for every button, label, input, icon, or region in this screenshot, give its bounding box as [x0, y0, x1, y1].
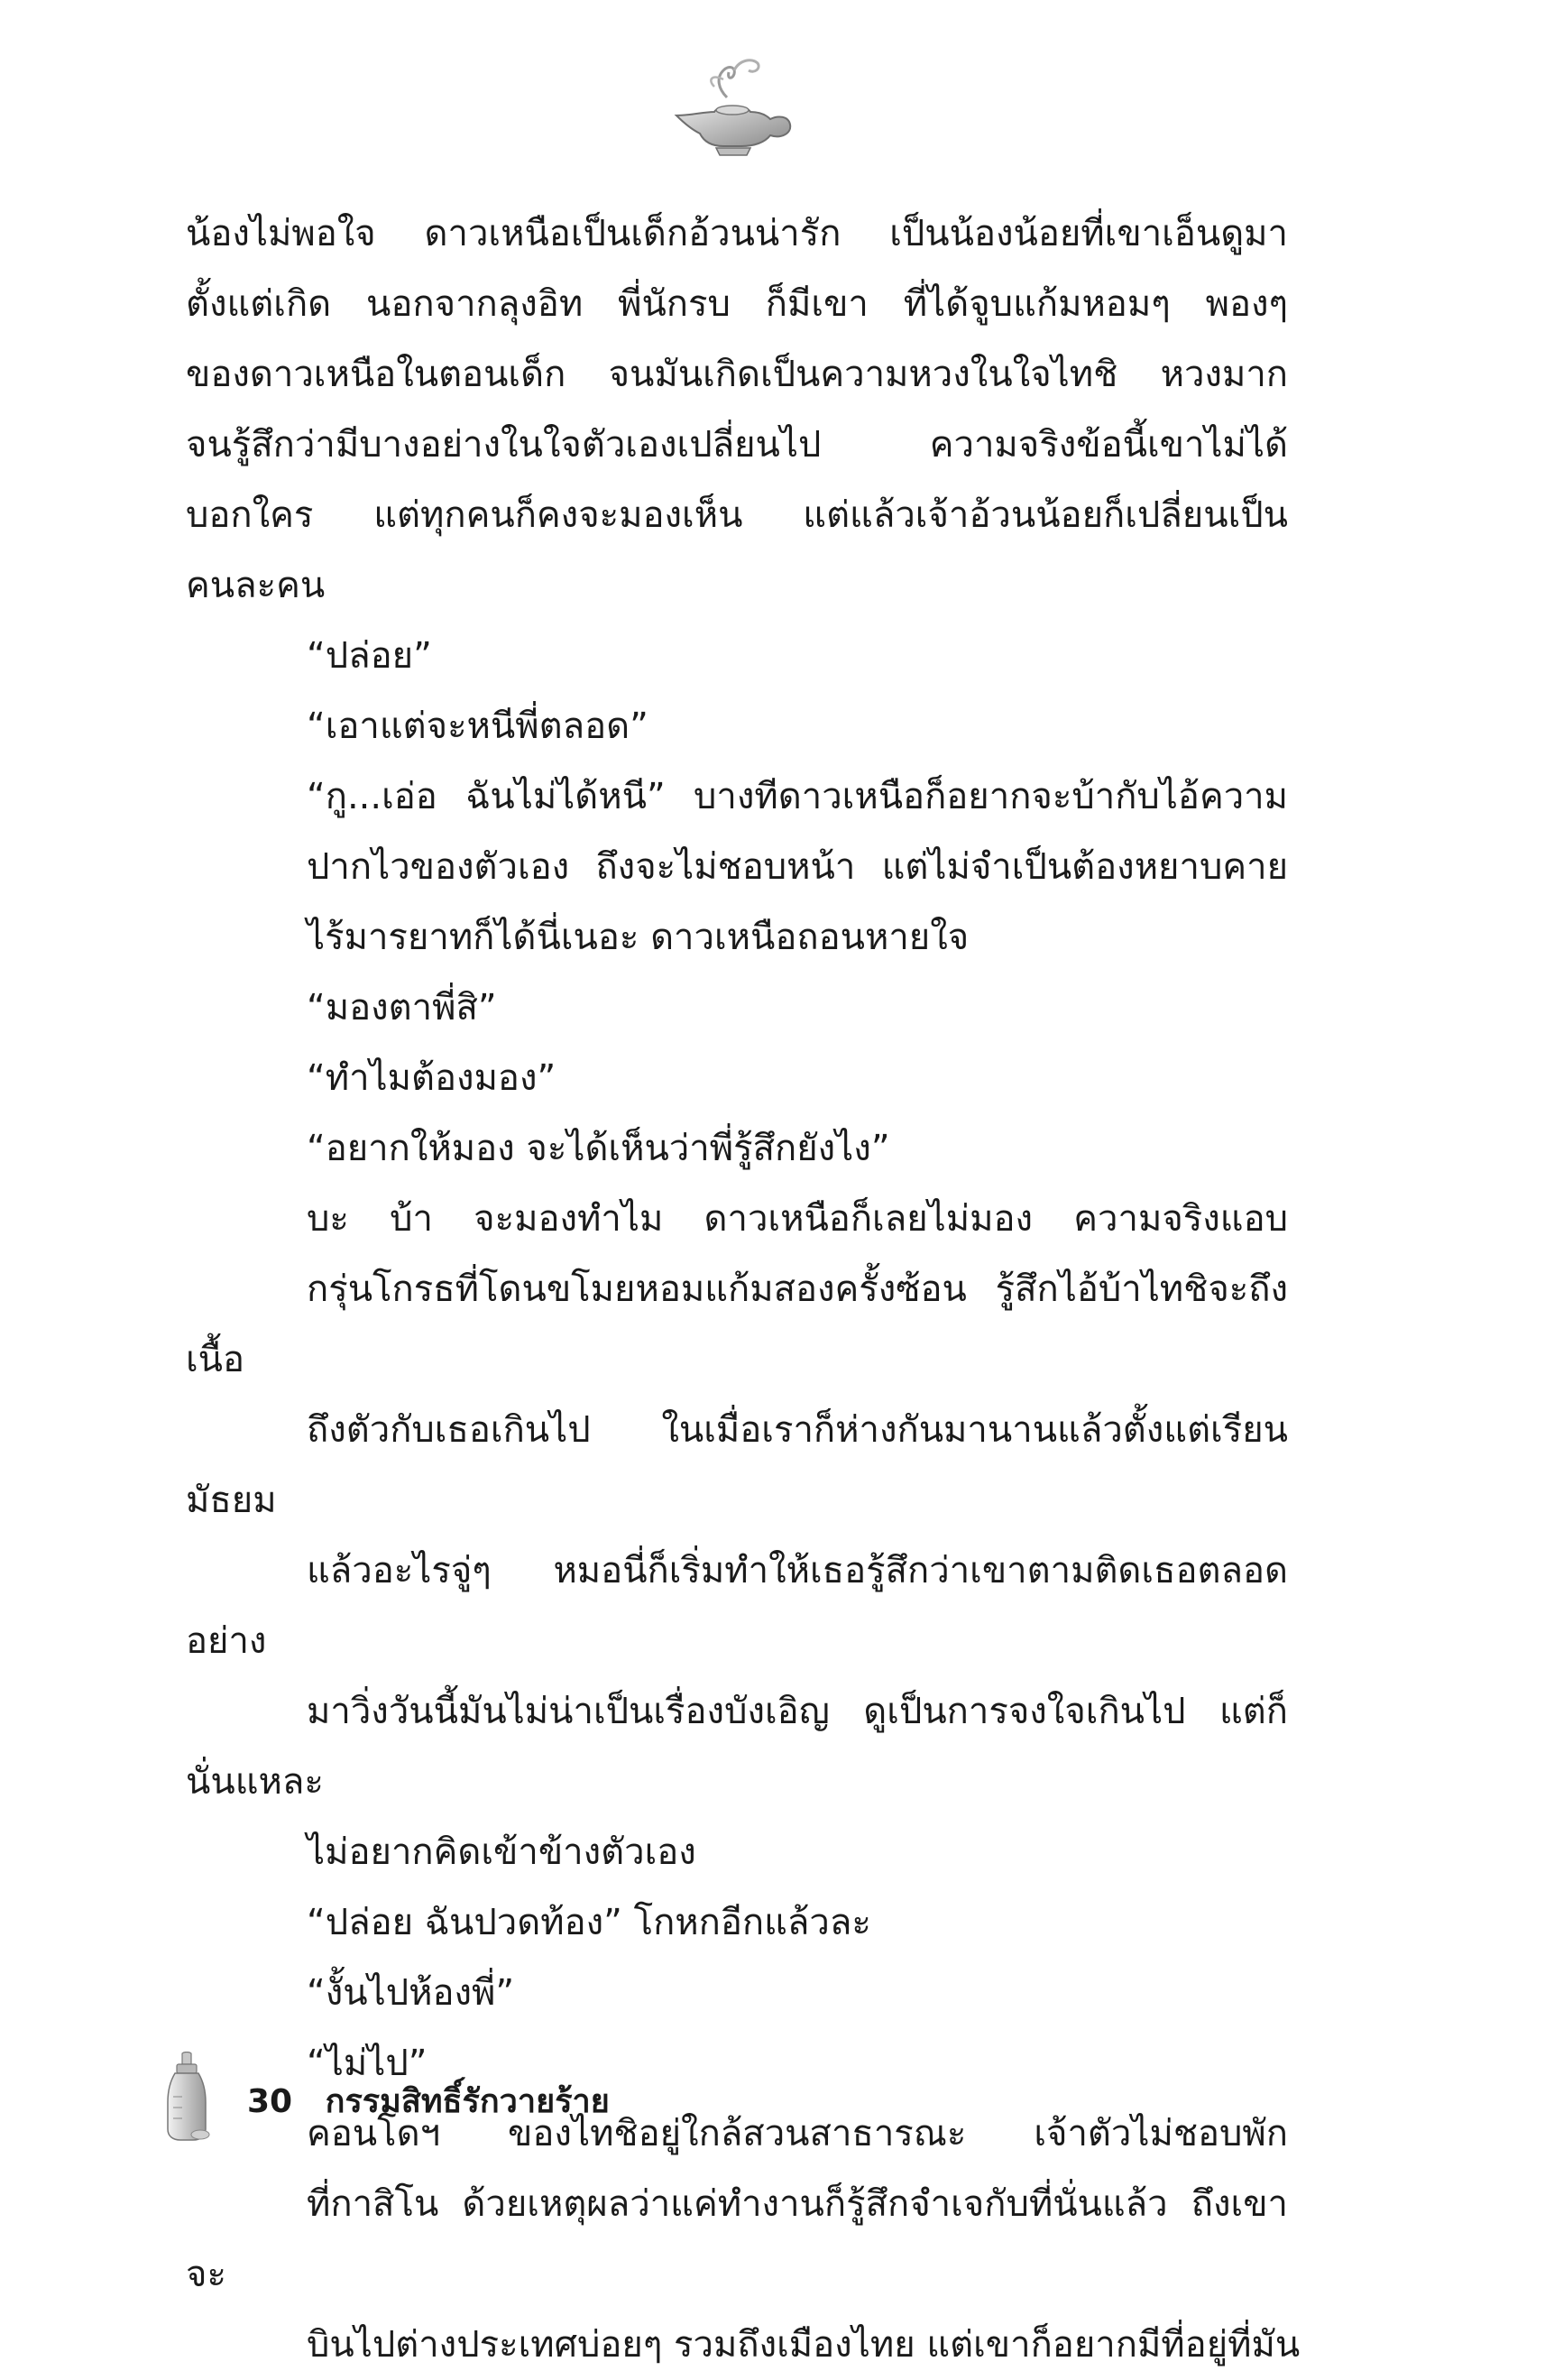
paragraph — [186, 761, 1288, 973]
paragraph — [186, 691, 1288, 761]
paragraph — [186, 1043, 1288, 1113]
text-line: จนรู้สึกว่ามีบางอย่างในใจตัวเองเปลี่ยนไป ความจริงข้อนี้เขาไม่ได้ — [186, 424, 1288, 466]
text-line: “กู...เอ่อ ฉันไม่ได้หนี” บางทีดาวเหนือก็อยากจะบ้ากับไอ้ความ — [307, 776, 1288, 817]
text-line: ที่กาสิโน ด้วยเหตุผลว่าแค่ทำงานก็รู้สึกจำเจกับที่นั่นแล้ว ถึงเขาจะ — [186, 2183, 1288, 2295]
text-line: “ปล่อย ฉันปวดท้อง” โกหกอีกแล้วละ — [307, 1902, 871, 1943]
text-line: มาวิ่งวันนี้มันไม่น่าเป็นเรื่องบังเอิญ ดูเป็นการจงใจเกินไป แต่ก็นั่นแหละ — [186, 1691, 1288, 1803]
text-line: คนละคน — [186, 565, 326, 606]
book-title: กรรมสิทธิ์รักวายร้าย — [325, 2083, 610, 2120]
text-line: ตั้งแต่เกิด นอกจากลุงอิท พี่นักรบ ก็มีเขา ที่ได้จูบแก้มหอมๆ พองๆ — [186, 283, 1288, 325]
genie-lamp-ornament-icon — [664, 52, 797, 159]
text-line: ไร้มารยาทก็ได้นี่เนอะ ดาวเหนือถอนหายใจ — [307, 917, 970, 958]
text-line: กรุ่นโกรธที่โดนขโมยหอมแก้มสองครั้งซ้อน รู้สึกไอ้บ้าไทชิจะถึงเนื้อ — [186, 1268, 1288, 1380]
paragraph — [186, 973, 1288, 1043]
text-line: “ทำไมต้องมอง” — [307, 1057, 556, 1099]
page-footer — [161, 2052, 792, 2142]
text-line: คอนโดฯ ของไทชิอยู่ใกล้สวนสาธารณะ เจ้าตัวไม่ชอบพัก — [307, 2113, 1288, 2154]
text-line: บินไปต่างประเทศบ่อยๆ รวมถึงเมืองไทย แต่เขาก็อยากมีที่อยู่ที่มัน — [307, 2324, 1301, 2366]
text-line: “อยากให้มอง จะได้เห็นว่าพี่รู้สึกยังไง” — [307, 1128, 890, 1169]
text-line: บะ บ้า จะมองทำไม ดาวเหนือก็เลยไม่มอง ความจริงแอบ — [307, 1198, 1288, 1240]
text-line: ถึงตัวกับเธอเกินไป ในเมื่อเราก็ห่างกันมานานแล้วตั้งแต่เรียนมัธยม — [186, 1409, 1288, 1521]
paragraph — [186, 621, 1288, 691]
text-line: ของดาวเหนือในตอนเด็ก จนมันเกิดเป็นความหวงในใจไทชิ หวงมาก — [186, 354, 1288, 395]
text-line: น้องไม่พอใจ ดาวเหนือเป็นเด็กอ้วนน่ารัก เป็นน้องน้อยที่เขาเอ็นดูมา — [186, 213, 1288, 254]
paragraph — [186, 1113, 1288, 1184]
text-line: ปากไวของตัวเอง ถึงจะไม่ชอบหน้า แต่ไม่จำเป็นต้องหยาบคาย — [307, 846, 1288, 888]
text-line: “เอาแต่จะหนีพี่ตลอด” — [307, 706, 648, 747]
text-line: “ไม่ไป” — [307, 2043, 428, 2084]
paragraph — [186, 1184, 1288, 1887]
text-line: “งั้นไปห้องพี่” — [307, 1972, 515, 2014]
paragraph — [186, 1887, 1288, 1958]
text-line: แล้วอะไรจู่ๆ หมอนี่ก็เริ่มทำให้เธอรู้สึกว่าเขาตามติดเธอตลอด อย่าง — [186, 1550, 1288, 1662]
text-line: “มองตาพี่สิ” — [307, 987, 497, 1029]
text-line: ไม่อยากคิดเข้าข้างตัวเอง — [307, 1831, 696, 1873]
text-line: “ปล่อย” — [307, 635, 432, 677]
footer-caption — [247, 2075, 610, 2126]
text-line: บอกใคร แต่ทุกคนก็คงจะมองเห็น แต่แล้วเจ้าอ้วนน้อยก็เปลี่ยนเป็น — [186, 494, 1288, 536]
paragraph — [186, 198, 1288, 621]
paragraph — [186, 1958, 1288, 2028]
page-number: 30 — [247, 2083, 293, 2120]
baby-bottle-icon — [161, 2052, 213, 2142]
